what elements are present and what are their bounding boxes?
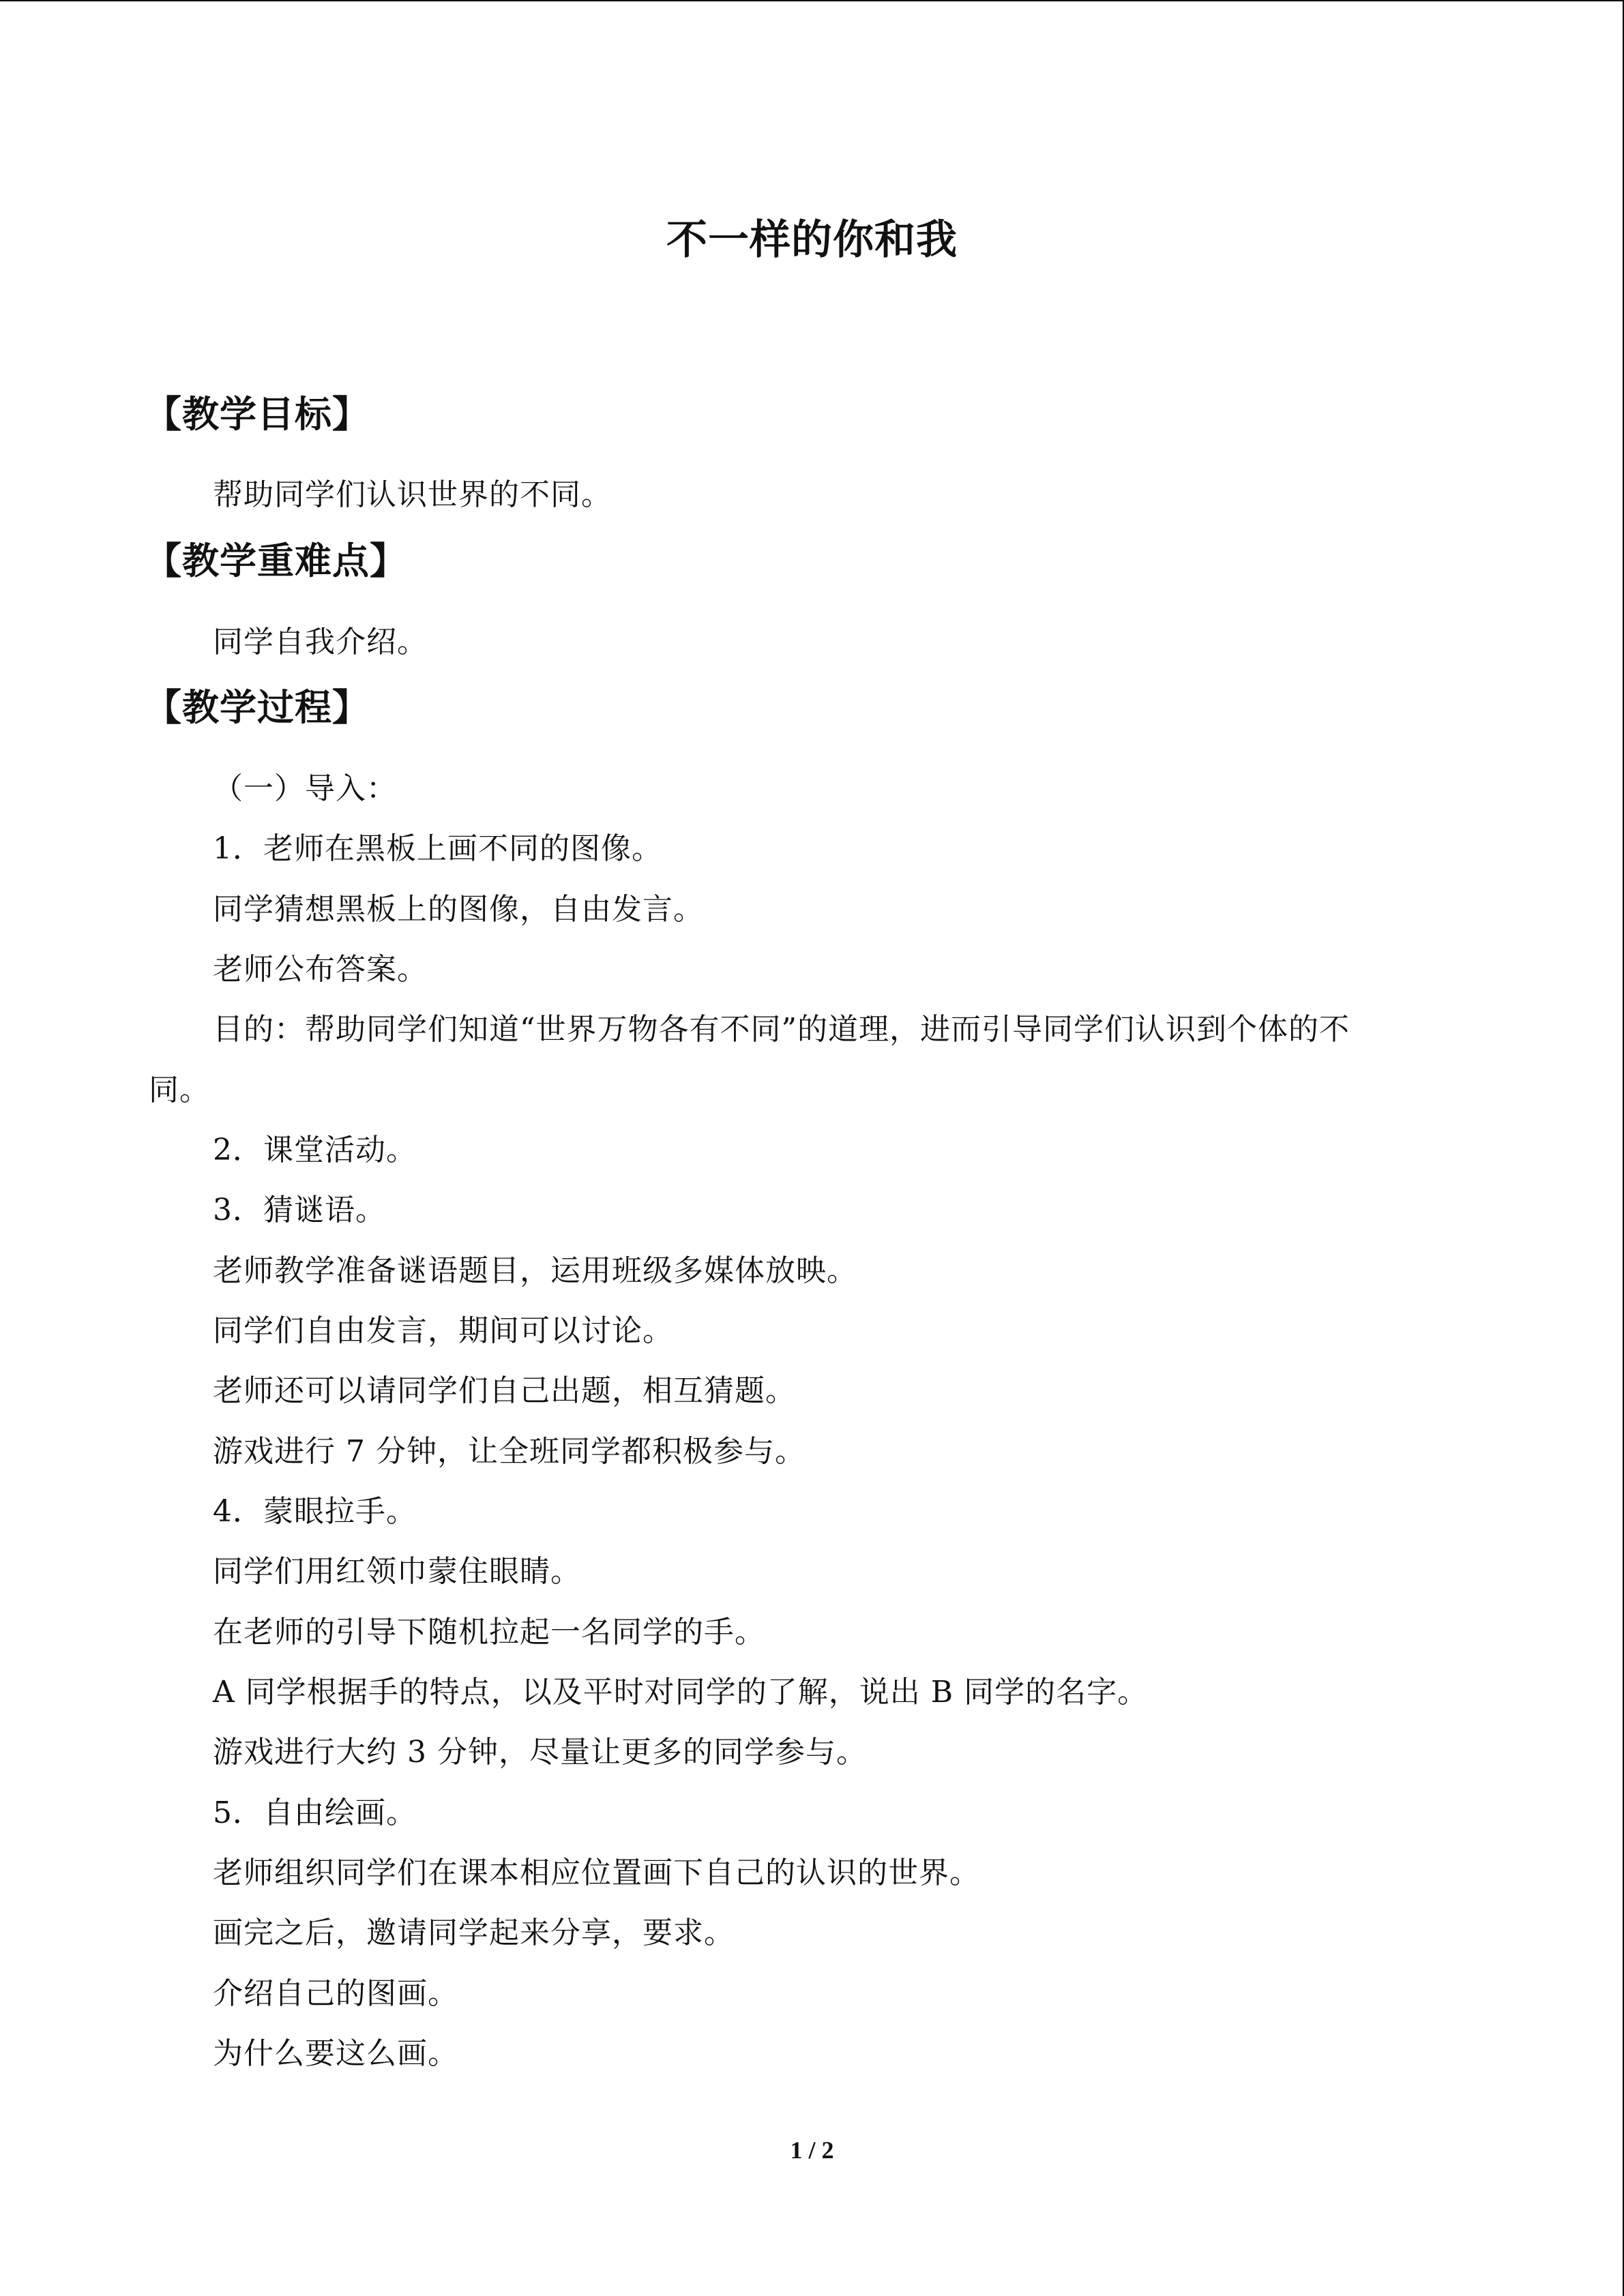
page-number: 1 / 2 <box>790 2136 834 2164</box>
paragraph: 为什么要这么画。 <box>213 2036 458 2071</box>
paragraph: 游戏进行 7 分钟，让全班同学都积极参与。 <box>213 1434 806 1469</box>
paragraph: 1．老师在黑板上画不同的图像。 <box>213 831 662 866</box>
section-heading-teaching-goals: 【教学目标】 <box>145 392 370 436</box>
paragraph: 2．课堂活动。 <box>213 1133 417 1167</box>
paragraph: 游戏进行大约 3 分钟，尽量让更多的同学参与。 <box>213 1735 867 1770</box>
paragraph: 帮助同学们认识世界的不同。 <box>213 477 612 512</box>
paragraph: 介绍自己的图画。 <box>213 1976 458 2011</box>
paragraph: 目的：帮助同学们知道“世界万物各有不同”的道理，进而引导同学们认识到个体的不 <box>213 1012 1350 1047</box>
paragraph: 3．猜谜语。 <box>213 1193 386 1227</box>
section-heading-key-points: 【教学重难点】 <box>145 539 407 582</box>
paragraph: 画完之后，邀请同学起来分享，要求。 <box>213 1915 735 1950</box>
paragraph: 老师组织同学们在课本相应位置画下自己的认识的世界。 <box>213 1855 980 1890</box>
paragraph: 同学们用红领巾蒙住眼睛。 <box>213 1554 581 1589</box>
paragraph: 老师教学准备谜语题目，运用班级多媒体放映。 <box>213 1253 857 1288</box>
section-heading-teaching-process: 【教学过程】 <box>145 685 370 729</box>
paragraph: A 同学根据手的特点，以及平时对同学的了解，说出 B 同学的名字。 <box>213 1675 1149 1710</box>
paragraph: 老师还可以请同学们自己出题，相互猜题。 <box>213 1373 796 1408</box>
paragraph: 5．自由绘画。 <box>213 1795 417 1830</box>
paragraph: 4．蒙眼拉手。 <box>213 1494 417 1529</box>
document-title: 不一样的你和我 <box>666 216 958 264</box>
paragraph-continuation: 同。 <box>149 1073 210 1107</box>
paragraph: 同学猜想黑板上的图像，自由发言。 <box>213 892 704 927</box>
paragraph: 在老师的引导下随机拉起一名同学的手。 <box>213 1615 765 1650</box>
paragraph: 同学们自由发言，期间可以讨论。 <box>213 1313 673 1348</box>
paragraph: （一）导入： <box>213 771 397 806</box>
paragraph: 老师公布答案。 <box>213 952 428 987</box>
paragraph: 同学自我介绍。 <box>213 625 428 659</box>
